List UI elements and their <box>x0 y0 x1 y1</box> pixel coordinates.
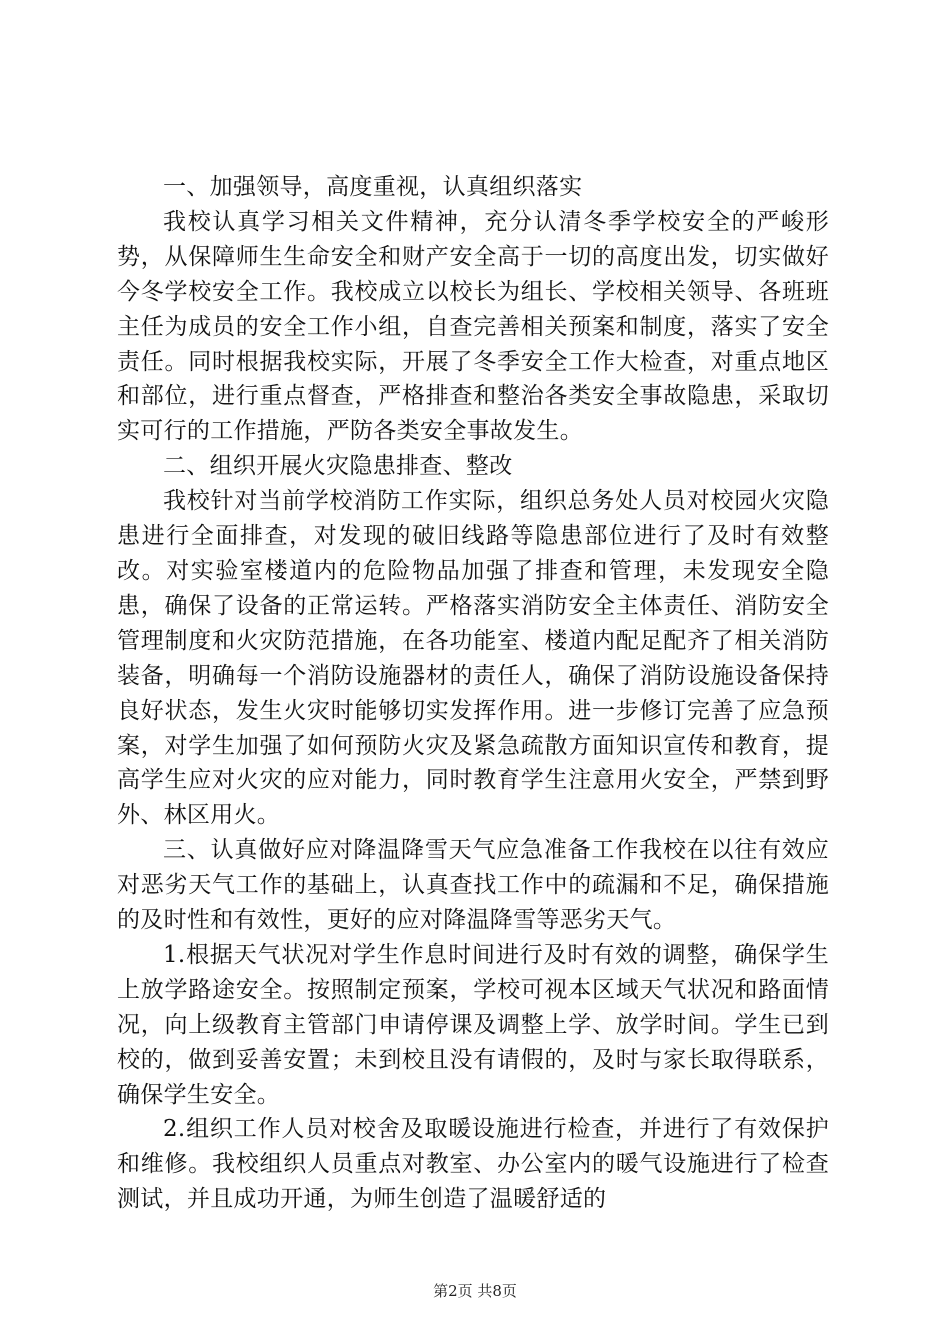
section-heading-1: 一、加强领导，高度重视，认真组织落实 <box>163 174 583 200</box>
list-item-2: 2.组织工作人员对校舍及取暖设施进行检查，并进行了有效保护和维修。我校组织人员重点对教室、办公室内的暖气设施进行了检查测试，并且成功开通，为师生创造了温暖舒适的 <box>117 1116 829 1213</box>
document-body <box>117 170 829 1217</box>
section-heading-2: 二、组织开展火灾隐患排查、整改 <box>163 453 513 480</box>
paragraph-fire-safety: 我校针对当前学校消防工作实际，组织总务处人员对校园火灾隐患进行全面排查，对发现的破旧线路等隐患部位进行了及时有效整改。对实验室楼道内的危险物品加强了排查和管理，未发现安全隐患，确保了设备的正常运转。严格落实消防安全主体责任、消防安全管理制度和火灾防范措施，在各功能室、楼道内配足配齐了相关消防装备，明确每一个消防设施器材的责任人，确保了消防设施设备保持良好状态，发生火灾时能够切实发挥作用。进一步修订完善了应急预案，对学生加强了如何预防火灾及紧急疏散方面知识宣传和教育，提高学生应对火灾的应对能力，同时教育学生注意用火安全，严禁到野外、林区用火。 <box>117 488 829 829</box>
section-heading-3: 三、认真做好应对降温降雪天气应急准备工作我校在以往有效应对恶劣天气工作的基础上，认真查找工作中的疏漏和不足，确保措施的及时性和有效性，更好的应对降温降雪等恶劣天气。 <box>117 837 829 934</box>
list-item-1: 1.根据天气状况对学生作息时间进行及时有效的调整，确保学生上放学路途安全。按照制定预案，学校可视本区域天气状况和路面情况，向上级教育主管部门申请停课及调整上学、放学时间。学生已到校的，做到妥善安置；未到校且没有请假的，及时与家长取得联系，确保学生安全。 <box>117 941 829 1108</box>
page-footer: 第2页 共8页 <box>433 1282 517 1300</box>
paragraph-leadership: 我校认真学习相关文件精神，充分认清冬季学校安全的严峻形势，从保障师生生命安全和财产安全高于一切的高度出发，切实做好今冬学校安全工作。我校成立以校长为组长、学校相关领导、各班班主任为成员的安全工作小组，自查完善相关预案和制度，落实了安全责任。同时根据我校实际，开展了冬季安全工作大检查，对重点地区和部位，进行重点督查，严格排查和整治各类安全事故隐患，采取切实可行的工作措施，严防各类安全事故发生。 <box>117 208 829 445</box>
